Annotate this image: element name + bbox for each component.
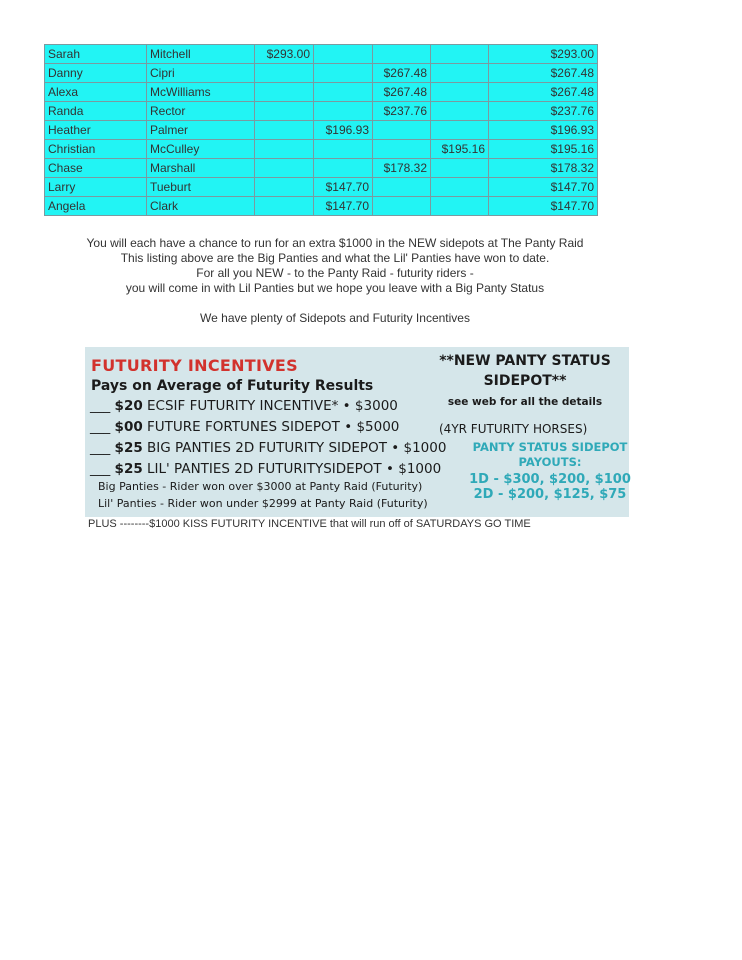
table-row <box>45 197 598 216</box>
table-cell-total: $237.76 <box>489 102 598 121</box>
new-panty-status-heading <box>435 351 615 391</box>
table-cell-first: Sarah <box>45 45 147 64</box>
table-cell-c4 <box>431 121 489 140</box>
table-cell-c1 <box>255 64 314 83</box>
banner-subtitle: Pays on Average of Futurity Results <box>91 378 374 394</box>
table-cell-c1 <box>255 178 314 197</box>
table-cell-c2 <box>314 83 373 102</box>
incentive-price: $00 <box>114 419 143 435</box>
table-cell-c3: $237.76 <box>373 102 431 121</box>
table-cell-c4 <box>431 178 489 197</box>
table-cell-c3: $267.48 <box>373 64 431 83</box>
table-row <box>45 121 598 140</box>
incentive-line <box>90 398 398 414</box>
table-cell-c1 <box>255 140 314 159</box>
entry-blank: ___ <box>90 440 111 456</box>
table-cell-c3 <box>373 121 431 140</box>
intro-line: you will come in with Lil Panties but we hope you leave with a Big Panty Status <box>125 281 545 295</box>
table-cell-c4 <box>431 45 489 64</box>
banner-title: FUTURITY INCENTIVES <box>91 356 298 375</box>
table-cell-total: $147.70 <box>489 197 598 216</box>
payout-1d: 1D - $300, $200, $100 <box>469 472 631 487</box>
incentive-price: $25 <box>114 461 143 477</box>
table-cell-c1 <box>255 159 314 178</box>
entry-blank: ___ <box>90 419 111 435</box>
table-cell-c4 <box>431 197 489 216</box>
table-cell-first: Chase <box>45 159 147 178</box>
new-status-line: SIDEPOT** <box>483 373 567 389</box>
table-cell-total: $178.32 <box>489 159 598 178</box>
big-panties-note: Big Panties - Rider won over $3000 at Panty Raid (Futurity) <box>98 480 423 493</box>
table-cell-c4 <box>431 64 489 83</box>
table-cell-c3 <box>373 140 431 159</box>
incentive-line <box>90 461 441 477</box>
table-cell-c1 <box>255 121 314 140</box>
table-cell-c3: $267.48 <box>373 83 431 102</box>
payout-2d: 2D - $200, $125, $75 <box>473 487 627 502</box>
horses-note: (4YR FUTURITY HORSES) <box>439 422 588 436</box>
table-cell-c1 <box>255 83 314 102</box>
table-cell-c2 <box>314 140 373 159</box>
table-cell-c1 <box>255 102 314 121</box>
table-cell-c1 <box>255 197 314 216</box>
incentive-name: ECSIF FUTURITY INCENTIVE* • $3000 <box>147 398 398 414</box>
table-cell-last: Clark <box>147 197 255 216</box>
intro-line: For all you NEW - to the Panty Raid - futurity riders - <box>196 266 474 280</box>
table-cell-last: McWilliams <box>147 83 255 102</box>
table-cell-last: Tueburt <box>147 178 255 197</box>
table-cell-last: Cipri <box>147 64 255 83</box>
table-row <box>45 102 598 121</box>
table-row <box>45 64 598 83</box>
table-cell-first: Larry <box>45 178 147 197</box>
table-cell-total: $267.48 <box>489 64 598 83</box>
table-row <box>45 178 598 197</box>
incentive-line <box>90 440 446 456</box>
table-cell-c4 <box>431 159 489 178</box>
table-cell-c2 <box>314 102 373 121</box>
entry-blank: ___ <box>90 398 111 414</box>
table-cell-c3 <box>373 197 431 216</box>
intro-line: We have plenty of Sidepots and Futurity Incentives <box>200 311 470 325</box>
table-cell-c2 <box>314 64 373 83</box>
incentive-name: LIL' PANTIES 2D FUTURITYSIDEPOT • $1000 <box>147 461 442 477</box>
plus-note: PLUS --------$1000 KISS FUTURITY INCENTIVE that will run off of SATURDAYS GO TIME <box>88 518 531 530</box>
intro-line: You will each have a chance to run for an extra $1000 in the NEW sidepots at The Panty Raid <box>86 236 584 250</box>
table-cell-total: $195.16 <box>489 140 598 159</box>
table-cell-last: Rector <box>147 102 255 121</box>
incentive-line <box>90 419 399 435</box>
table-cell-c2: $147.70 <box>314 197 373 216</box>
table-cell-last: Palmer <box>147 121 255 140</box>
new-status-line: **NEW PANTY STATUS <box>439 353 611 369</box>
table-cell-c2 <box>314 159 373 178</box>
table-cell-first: Danny <box>45 64 147 83</box>
intro-text <box>40 236 630 326</box>
table-row <box>45 140 598 159</box>
table-cell-c2: $196.93 <box>314 121 373 140</box>
table-cell-first: Randa <box>45 102 147 121</box>
web-details-note: see web for all the details <box>447 396 603 408</box>
table-cell-total: $147.70 <box>489 178 598 197</box>
table-cell-last: Marshall <box>147 159 255 178</box>
table-cell-last: Mitchell <box>147 45 255 64</box>
incentive-name: FUTURE FORTUNES SIDEPOT • $5000 <box>147 419 400 435</box>
table-cell-c2 <box>314 45 373 64</box>
table-cell-last: McCulley <box>147 140 255 159</box>
table-cell-c4 <box>431 102 489 121</box>
table-cell-total: $293.00 <box>489 45 598 64</box>
lil-panties-note: Lil' Panties - Rider won under $2999 at Panty Raid (Futurity) <box>98 497 428 510</box>
table-cell-c3: $178.32 <box>373 159 431 178</box>
standings-table <box>44 44 598 216</box>
entry-blank: ___ <box>90 461 111 477</box>
table-row <box>45 45 598 64</box>
table-cell-first: Heather <box>45 121 147 140</box>
standings-body <box>45 45 598 216</box>
table-row <box>45 159 598 178</box>
table-cell-c3 <box>373 45 431 64</box>
incentive-name: BIG PANTIES 2D FUTURITY SIDEPOT • $1000 <box>147 440 447 456</box>
table-cell-first: Angela <box>45 197 147 216</box>
table-cell-first: Alexa <box>45 83 147 102</box>
incentive-price: $20 <box>114 398 143 414</box>
table-cell-c1: $293.00 <box>255 45 314 64</box>
table-cell-c4: $195.16 <box>431 140 489 159</box>
table-row <box>45 83 598 102</box>
futurity-incentives-banner <box>85 347 629 517</box>
table-cell-first: Christian <box>45 140 147 159</box>
table-cell-c2: $147.70 <box>314 178 373 197</box>
payouts-box <box>465 440 635 502</box>
intro-line: This listing above are the Big Panties and what the Lil' Panties have won to date. <box>120 251 550 265</box>
payouts-title: PAYOUTS: <box>518 455 582 469</box>
payouts-title: PANTY STATUS SIDEPOT <box>472 440 628 454</box>
incentive-price: $25 <box>114 440 143 456</box>
table-cell-c4 <box>431 83 489 102</box>
table-cell-total: $196.93 <box>489 121 598 140</box>
table-cell-c3 <box>373 178 431 197</box>
table-cell-total: $267.48 <box>489 83 598 102</box>
